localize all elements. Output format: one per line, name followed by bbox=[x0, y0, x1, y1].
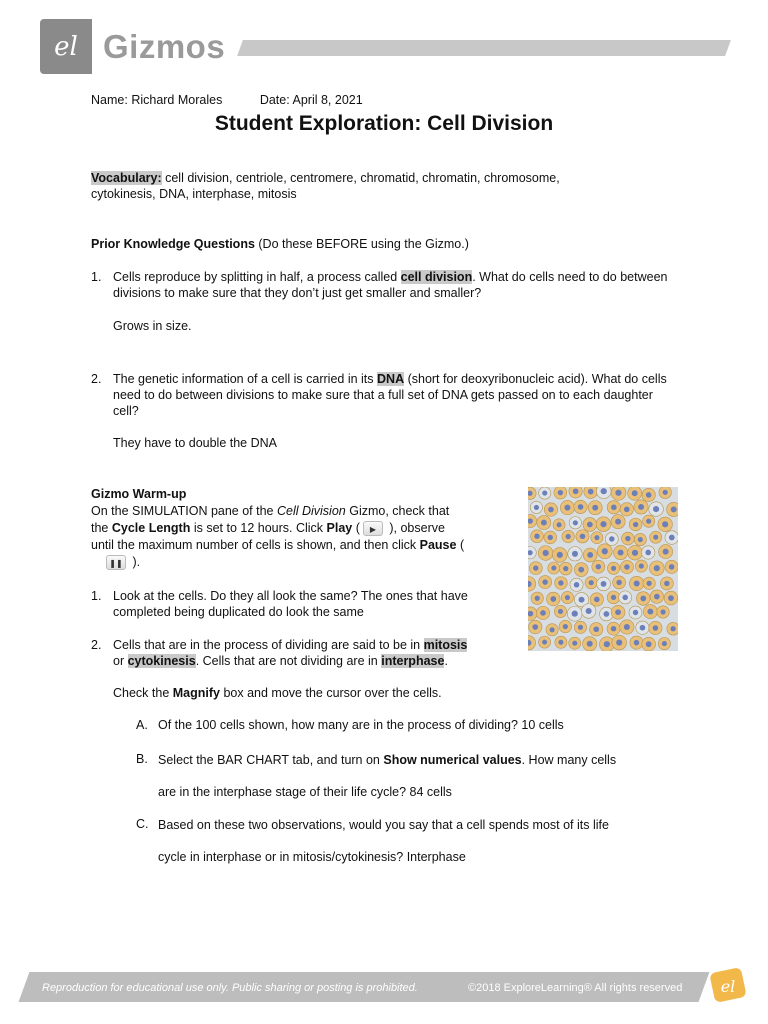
cell-shape bbox=[665, 560, 678, 573]
cell-shape bbox=[539, 636, 551, 648]
cell-shape bbox=[611, 487, 626, 500]
cell-shape bbox=[642, 637, 656, 651]
cell-shape bbox=[531, 592, 543, 604]
warmup-question-2 bbox=[91, 637, 511, 669]
cell-shape bbox=[665, 531, 678, 545]
cell-shape bbox=[528, 577, 536, 592]
svg-text:el: el bbox=[720, 977, 736, 996]
cell-shape bbox=[592, 560, 605, 573]
cell-shape bbox=[605, 532, 618, 545]
subquestion-b-answer: are in the interphase stage of their life cycle? 84 cells bbox=[158, 785, 452, 799]
cell-shape bbox=[570, 578, 583, 591]
question-number: 2. bbox=[91, 638, 102, 652]
cell-shape bbox=[569, 487, 582, 498]
cell-shape bbox=[530, 501, 542, 513]
cell-shape bbox=[553, 519, 565, 531]
term-cell-division: cell division bbox=[400, 270, 473, 284]
cell-shape bbox=[528, 547, 536, 559]
cell-shape bbox=[658, 517, 673, 532]
cell-shape bbox=[619, 591, 632, 604]
question-number: 2. bbox=[91, 372, 102, 386]
magnify-term: Magnify bbox=[172, 686, 220, 700]
warmup-p1: On the SIMULATION pane of the bbox=[91, 504, 277, 518]
cell-shape bbox=[607, 591, 620, 604]
cell-shape bbox=[607, 622, 620, 635]
gizmos-logo-mark bbox=[40, 19, 92, 74]
c-line-1: Based on these two observations, would you say that a cell spends most of its life bbox=[158, 818, 609, 832]
cell-shape bbox=[559, 620, 571, 632]
cell-shape bbox=[546, 624, 558, 636]
sub-label: B. bbox=[136, 752, 148, 766]
student-info bbox=[91, 93, 363, 107]
cell-shape bbox=[612, 635, 627, 650]
answer-1: Grows in size. bbox=[113, 319, 192, 333]
pause-term: Pause bbox=[419, 538, 457, 552]
pause-icon: ❚❚ bbox=[106, 555, 126, 570]
footer-disclaimer: Reproduction for educational use only. Public sharing or posting is prohibited. bbox=[42, 982, 418, 994]
play-icon: ▶ bbox=[363, 521, 383, 536]
cell-shape bbox=[607, 501, 620, 514]
cell-shape bbox=[629, 576, 643, 590]
prior-note: (Do these BEFORE using the Gizmo.) bbox=[254, 237, 469, 251]
cell-shape bbox=[574, 621, 586, 633]
cell-shape bbox=[588, 501, 602, 515]
cell-shape bbox=[590, 593, 603, 606]
warmup-p3: the bbox=[91, 521, 112, 535]
vocabulary bbox=[91, 170, 681, 202]
cell-shape bbox=[642, 488, 655, 501]
cell-shape bbox=[544, 503, 557, 516]
cell-shape bbox=[620, 560, 633, 573]
cells-image bbox=[528, 487, 678, 651]
vocabulary-line-1: cell division, centriole, centromere, chromatid, chromatin, chromosome, bbox=[161, 171, 560, 185]
prior-question-1 bbox=[91, 269, 681, 301]
cell-shape bbox=[660, 577, 673, 590]
cell-shape bbox=[567, 606, 582, 621]
warmup-p9: ). bbox=[129, 555, 141, 569]
cell-shape bbox=[528, 515, 537, 528]
cell-shape bbox=[634, 500, 648, 514]
footer-copyright: ©2018 ExploreLearning® All rights reserved bbox=[468, 982, 683, 994]
wq1-answer: completed being duplicated do look the same bbox=[113, 605, 364, 619]
cell-shape bbox=[554, 605, 566, 617]
explorelearning-logo-icon bbox=[706, 966, 750, 1004]
cell-shape bbox=[620, 503, 633, 516]
warmup-question-1 bbox=[91, 588, 491, 620]
cell-shape bbox=[643, 577, 655, 589]
cell-shape bbox=[597, 544, 612, 559]
cell-shape bbox=[650, 531, 662, 543]
cell-shape bbox=[555, 577, 568, 590]
cell-shape bbox=[643, 605, 657, 619]
cell-shape bbox=[528, 487, 536, 499]
warmup-p2: Gizmo, check that bbox=[345, 504, 450, 518]
cell-shape bbox=[528, 607, 537, 620]
cell-shape bbox=[658, 637, 670, 649]
cell-shape bbox=[650, 590, 663, 603]
cell-shape bbox=[537, 516, 551, 530]
cell-shape bbox=[581, 604, 596, 619]
name-label: Name: bbox=[91, 93, 128, 107]
question-number: 1. bbox=[91, 589, 102, 603]
subquestion-c bbox=[136, 817, 696, 864]
cell-shape bbox=[555, 636, 567, 648]
brand-name: Gizmos bbox=[103, 28, 226, 65]
cell-shape bbox=[560, 500, 574, 514]
term-cytokinesis: cytokinesis bbox=[127, 654, 196, 668]
q1-text-pre: Cells reproduce by splitting in half, a process called bbox=[113, 270, 401, 284]
warmup-p8: ( bbox=[456, 538, 465, 552]
cell-shape bbox=[621, 532, 634, 545]
cell-shape bbox=[596, 517, 611, 532]
cell-shape bbox=[569, 517, 581, 529]
q2-text-post: (short for deoxyribonucleic acid). What do cells need to do between divisions to make sure that a full set of DNA gets passed on to each daughter cell? bbox=[113, 372, 667, 418]
cell-shape bbox=[536, 606, 549, 619]
cell-shape bbox=[547, 592, 561, 606]
cell-shape bbox=[597, 577, 611, 591]
cell-shape bbox=[574, 563, 588, 577]
question-number: 1. bbox=[91, 270, 102, 284]
wq2-or: or bbox=[113, 654, 128, 668]
warmup-p4: is set to 12 hours. Click bbox=[190, 521, 327, 535]
cell-shape bbox=[667, 622, 678, 635]
magnify-instruction bbox=[113, 686, 442, 700]
cell-shape bbox=[583, 637, 597, 651]
header-bar bbox=[237, 40, 731, 56]
warmup-heading: Gizmo Warm-up bbox=[91, 487, 187, 501]
sub-label: A. bbox=[136, 718, 148, 732]
vocabulary-line-2: cytokinesis, DNA, interphase, mitosis bbox=[91, 187, 297, 201]
cell-shape bbox=[611, 515, 625, 529]
cell-shape bbox=[569, 637, 581, 649]
warmup-p7: until the maximum number of cells is shown, and then click bbox=[91, 538, 420, 552]
warmup-p5: ( bbox=[352, 521, 360, 535]
subquestion-a bbox=[136, 718, 564, 732]
cell-shape bbox=[657, 606, 669, 618]
wq2-pre: Cells that are in the process of dividing are said to be in bbox=[113, 638, 424, 652]
q1-text-post: . What do cells need to do between divisions to make sure that they don’t just get smaller and smaller? bbox=[113, 270, 668, 300]
warmup-p6: ), observe bbox=[385, 521, 445, 535]
cell-shape bbox=[539, 576, 552, 589]
cell-shape bbox=[583, 518, 597, 532]
cell-shape bbox=[629, 518, 642, 531]
cell-shape bbox=[559, 562, 572, 575]
cell-shape bbox=[613, 545, 627, 559]
cell-shape bbox=[607, 562, 619, 574]
cells-illustration bbox=[528, 487, 678, 651]
cell-shape bbox=[585, 577, 597, 589]
cell-shape bbox=[642, 546, 655, 559]
cell-shape bbox=[629, 606, 642, 619]
cell-shape bbox=[553, 548, 568, 563]
check-post: box and move the cursor over the cells. bbox=[220, 686, 442, 700]
cell-shape bbox=[596, 487, 611, 499]
cycle-length-term: Cycle Length bbox=[111, 521, 191, 535]
term-mitosis: mitosis bbox=[423, 638, 468, 652]
cell-shape bbox=[529, 562, 542, 575]
play-term: Play bbox=[326, 521, 353, 535]
vocabulary-label: Vocabulary: bbox=[91, 171, 162, 185]
check-pre: Check the bbox=[113, 686, 173, 700]
cell-shape bbox=[634, 533, 646, 545]
answer-2: They have to double the DNA bbox=[113, 436, 277, 450]
cell-shape bbox=[561, 591, 573, 603]
cell-shape bbox=[636, 592, 650, 606]
cell-shape bbox=[649, 561, 664, 576]
cell-shape bbox=[664, 591, 678, 605]
sub-label: C. bbox=[136, 817, 149, 831]
term-interphase: interphase bbox=[381, 654, 445, 668]
date-label: Date: bbox=[259, 93, 290, 107]
cell-shape bbox=[584, 487, 598, 498]
term-dna: DNA bbox=[377, 372, 405, 386]
cell-shape bbox=[630, 636, 643, 649]
cell-shape bbox=[539, 487, 551, 499]
cell-shape bbox=[528, 636, 536, 650]
cell-shape bbox=[667, 502, 678, 516]
cell-shape bbox=[628, 487, 642, 500]
subquestion-a-text: Of the 100 cells shown, how many are in the process of dividing? 10 cells bbox=[158, 718, 564, 732]
cell-shape bbox=[548, 562, 560, 574]
subquestion-c-answer: cycle in interphase or in mitosis/cytokinesis? Interphase bbox=[158, 850, 466, 864]
cell-shape bbox=[554, 487, 567, 499]
q2-text-pre: The genetic information of a cell is carried in its bbox=[113, 372, 378, 386]
cell-shape bbox=[643, 515, 655, 527]
cell-shape bbox=[659, 545, 673, 559]
wq2-end: . bbox=[444, 654, 448, 668]
cell-shape bbox=[531, 530, 544, 543]
page-title: Student Exploration: Cell Division bbox=[214, 112, 554, 135]
cell-shape bbox=[635, 560, 647, 572]
cell-shape bbox=[613, 576, 626, 589]
cell-shape bbox=[574, 500, 587, 513]
date-value: April 8, 2021 bbox=[292, 93, 363, 107]
cell-shape bbox=[528, 620, 541, 633]
cell-shape bbox=[649, 621, 662, 634]
cell-shape bbox=[620, 620, 634, 634]
student-name: Richard Morales bbox=[131, 93, 223, 107]
cell-shape bbox=[649, 502, 664, 517]
b-post: . How many cells bbox=[521, 753, 617, 767]
cell-shape bbox=[562, 530, 574, 542]
prior-heading-text: Prior Knowledge Questions bbox=[91, 237, 255, 251]
cell-shape bbox=[576, 530, 589, 543]
gizmo-name: Cell Division bbox=[276, 504, 346, 518]
warmup-intro bbox=[91, 486, 511, 571]
cell-shape bbox=[591, 532, 603, 544]
wq1-line-1: Look at the cells. Do they all look the same? The ones that have bbox=[113, 589, 468, 603]
subquestion-b bbox=[136, 752, 696, 799]
cell-shape bbox=[611, 605, 625, 619]
cell-shape bbox=[590, 623, 603, 636]
cell-shape bbox=[636, 621, 649, 634]
cell-shape bbox=[568, 547, 582, 561]
wq2-mid: . Cells that are not dividing are in bbox=[195, 654, 382, 668]
cell-shape bbox=[544, 531, 557, 544]
show-numerical-values-term: Show numerical values bbox=[383, 753, 522, 767]
prior-knowledge-heading bbox=[91, 236, 681, 252]
cell-shape bbox=[538, 546, 553, 561]
prior-question-2 bbox=[91, 371, 681, 419]
el-logo-icon: el bbox=[54, 31, 78, 62]
cell-shape bbox=[583, 548, 597, 562]
cell-shape bbox=[659, 487, 671, 499]
b-pre: Select the BAR CHART tab, and turn on bbox=[158, 753, 384, 767]
cell-shape bbox=[628, 545, 643, 560]
